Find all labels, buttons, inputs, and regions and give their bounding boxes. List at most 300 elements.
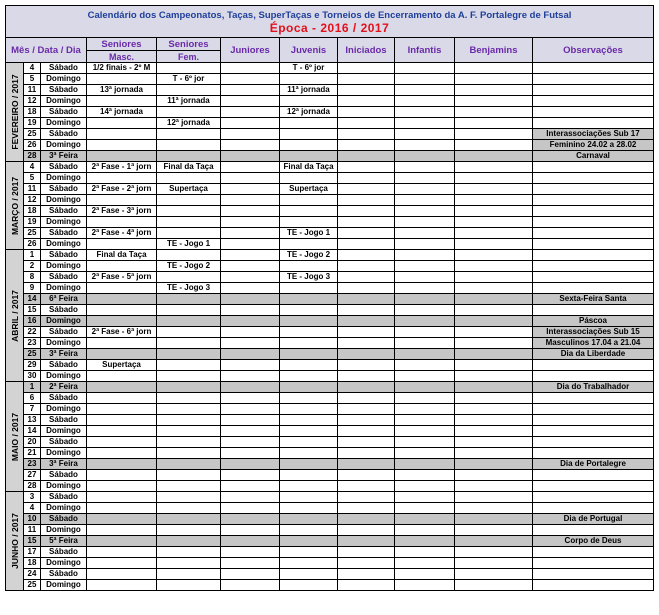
juvenis-cell	[280, 173, 338, 184]
iniciados-cell	[338, 63, 395, 74]
seniores-fem-cell	[157, 415, 221, 426]
seniores-fem-cell	[157, 382, 221, 393]
iniciados-cell	[338, 316, 395, 327]
juvenis-cell	[280, 558, 338, 569]
juniores-cell	[221, 217, 280, 228]
benjamins-cell	[455, 140, 533, 151]
table-row	[6, 239, 654, 250]
juniores-cell	[221, 239, 280, 250]
juvenis-cell	[280, 74, 338, 85]
iniciados-cell	[338, 426, 395, 437]
observacoes-cell	[533, 74, 654, 85]
seniores-masc-cell	[87, 294, 157, 305]
seniores-fem-cell	[157, 272, 221, 283]
day-name: Sábado	[41, 228, 87, 239]
juvenis-cell: TE - Jogo 1	[280, 228, 338, 239]
observacoes-cell	[533, 481, 654, 492]
benjamins-cell	[455, 492, 533, 503]
infantis-cell	[395, 514, 455, 525]
observacoes-cell: Feminino 24.02 a 28.02	[533, 140, 654, 151]
observacoes-cell	[533, 96, 654, 107]
benjamins-cell	[455, 547, 533, 558]
seniores-fem-cell	[157, 503, 221, 514]
benjamins-cell	[455, 261, 533, 272]
benjamins-cell	[455, 195, 533, 206]
juvenis-cell	[280, 129, 338, 140]
table-row	[6, 470, 654, 481]
table-row	[6, 382, 654, 393]
iniciados-cell	[338, 74, 395, 85]
juniores-cell	[221, 195, 280, 206]
juvenis-cell	[280, 283, 338, 294]
observacoes-header: Observações	[533, 38, 654, 63]
juvenis-cell	[280, 536, 338, 547]
observacoes-cell: Dia da Liberdade	[533, 349, 654, 360]
juniores-cell	[221, 294, 280, 305]
month-label	[6, 382, 24, 492]
juvenis-cell: TE - Jogo 2	[280, 250, 338, 261]
day-number: 18	[24, 558, 41, 569]
table-row	[6, 393, 654, 404]
juvenis-cell	[280, 503, 338, 514]
juniores-cell	[221, 327, 280, 338]
juniores-cell	[221, 569, 280, 580]
benjamins-cell	[455, 459, 533, 470]
iniciados-cell	[338, 569, 395, 580]
seniores-masc-cell	[87, 448, 157, 459]
observacoes-cell	[533, 217, 654, 228]
juniores-cell	[221, 448, 280, 459]
iniciados-cell	[338, 382, 395, 393]
day-number: 4	[24, 63, 41, 74]
observacoes-cell: Masculinos 17.04 a 21.04	[533, 338, 654, 349]
seniores-masc-cell	[87, 393, 157, 404]
juvenis-cell	[280, 415, 338, 426]
juvenis-cell	[280, 470, 338, 481]
table-row	[6, 558, 654, 569]
seniores-fem-cell	[157, 294, 221, 305]
observacoes-cell: Interassociações Sub 15	[533, 327, 654, 338]
day-name: Sábado	[41, 250, 87, 261]
observacoes-cell	[533, 558, 654, 569]
seniores-fem-cell	[157, 470, 221, 481]
day-number: 13	[24, 415, 41, 426]
benjamins-cell	[455, 63, 533, 74]
seniores-masc-cell	[87, 382, 157, 393]
observacoes-cell	[533, 107, 654, 118]
seniores-masc-cell	[87, 459, 157, 470]
observacoes-cell	[533, 426, 654, 437]
benjamins-cell	[455, 349, 533, 360]
day-name: 2ª Feira	[41, 382, 87, 393]
day-name: Domingo	[41, 404, 87, 415]
infantis-cell	[395, 437, 455, 448]
day-name: Sábado	[41, 415, 87, 426]
seniores-fem-cell	[157, 558, 221, 569]
infantis-cell	[395, 316, 455, 327]
seniores-fem-cell: TE - Jogo 3	[157, 283, 221, 294]
day-number: 5	[24, 173, 41, 184]
juniores-cell	[221, 63, 280, 74]
table-row	[6, 536, 654, 547]
infantis-cell	[395, 162, 455, 173]
seniores-masc-cell: 2ª Fase - 5ª jorn	[87, 272, 157, 283]
benjamins-cell	[455, 162, 533, 173]
observacoes-cell: Sexta-Feira Santa	[533, 294, 654, 305]
infantis-cell	[395, 261, 455, 272]
infantis-cell	[395, 228, 455, 239]
benjamins-cell	[455, 426, 533, 437]
seniores-masc-cell	[87, 503, 157, 514]
infantis-cell	[395, 536, 455, 547]
benjamins-cell	[455, 173, 533, 184]
infantis-cell	[395, 63, 455, 74]
infantis-cell	[395, 404, 455, 415]
seniores-masc-cell	[87, 426, 157, 437]
day-name: Domingo	[41, 239, 87, 250]
seniores-masc-subheader: Masc.	[87, 51, 157, 63]
table-row	[6, 162, 654, 173]
table-row	[6, 503, 654, 514]
benjamins-cell	[455, 393, 533, 404]
day-name: Sábado	[41, 107, 87, 118]
day-name: Domingo	[41, 118, 87, 129]
juniores-cell	[221, 151, 280, 162]
table-row	[6, 107, 654, 118]
seniores-masc-cell: 2ª Fase - 6ª jorn	[87, 327, 157, 338]
seniores-fem-cell	[157, 305, 221, 316]
benjamins-cell	[455, 481, 533, 492]
infantis-cell	[395, 140, 455, 151]
table-row	[6, 525, 654, 536]
infantis-cell	[395, 580, 455, 591]
juvenis-cell: Supertaça	[280, 184, 338, 195]
seniores-fem-cell	[157, 349, 221, 360]
day-number: 11	[24, 525, 41, 536]
iniciados-cell	[338, 349, 395, 360]
iniciados-cell	[338, 536, 395, 547]
seniores-masc-cell	[87, 580, 157, 591]
observacoes-cell	[533, 184, 654, 195]
observacoes-cell	[533, 448, 654, 459]
juniores-cell	[221, 360, 280, 371]
iniciados-cell	[338, 404, 395, 415]
juniores-cell	[221, 74, 280, 85]
seniores-masc-cell	[87, 371, 157, 382]
observacoes-cell	[533, 503, 654, 514]
day-number: 18	[24, 206, 41, 217]
day-name: Sábado	[41, 492, 87, 503]
infantis-cell	[395, 327, 455, 338]
juvenis-cell	[280, 481, 338, 492]
benjamins-cell	[455, 558, 533, 569]
juvenis-header: Juvenis	[280, 38, 338, 63]
day-number: 26	[24, 239, 41, 250]
iniciados-cell	[338, 206, 395, 217]
seniores-fem-cell	[157, 316, 221, 327]
day-name: Domingo	[41, 217, 87, 228]
day-number: 11	[24, 85, 41, 96]
day-number: 17	[24, 547, 41, 558]
juniores-header: Juniores	[221, 38, 280, 63]
seniores-masc-cell	[87, 261, 157, 272]
juvenis-cell	[280, 382, 338, 393]
infantis-cell	[395, 206, 455, 217]
iniciados-cell	[338, 173, 395, 184]
iniciados-cell	[338, 437, 395, 448]
benjamins-cell	[455, 272, 533, 283]
seniores-fem-cell	[157, 481, 221, 492]
table-row	[6, 547, 654, 558]
iniciados-cell	[338, 415, 395, 426]
seniores-masc-cell	[87, 316, 157, 327]
day-number: 22	[24, 327, 41, 338]
seniores-masc-cell: 2ª Fase - 1ª jorn	[87, 162, 157, 173]
iniciados-cell	[338, 85, 395, 96]
seniores-masc-cell	[87, 415, 157, 426]
day-name: Domingo	[41, 195, 87, 206]
benjamins-cell	[455, 217, 533, 228]
observacoes-cell: Carnaval	[533, 151, 654, 162]
day-number: 6	[24, 393, 41, 404]
day-name: Domingo	[41, 140, 87, 151]
table-row	[6, 228, 654, 239]
table-row	[6, 360, 654, 371]
infantis-cell	[395, 239, 455, 250]
observacoes-cell	[533, 404, 654, 415]
juniores-cell	[221, 107, 280, 118]
benjamins-cell	[455, 569, 533, 580]
juniores-cell	[221, 250, 280, 261]
seniores-fem-header: Seniores	[157, 38, 221, 51]
benjamins-cell	[455, 382, 533, 393]
infantis-cell	[395, 96, 455, 107]
benjamins-cell	[455, 283, 533, 294]
infantis-cell	[395, 151, 455, 162]
juniores-cell	[221, 580, 280, 591]
benjamins-cell	[455, 228, 533, 239]
observacoes-cell	[533, 470, 654, 481]
observacoes-cell	[533, 228, 654, 239]
infantis-cell	[395, 415, 455, 426]
table-row	[6, 250, 654, 261]
infantis-cell	[395, 492, 455, 503]
juvenis-cell	[280, 448, 338, 459]
table-row	[6, 437, 654, 448]
seniores-masc-cell	[87, 404, 157, 415]
benjamins-cell	[455, 294, 533, 305]
day-number: 15	[24, 305, 41, 316]
seniores-fem-cell: 11ª jornada	[157, 96, 221, 107]
day-number: 7	[24, 404, 41, 415]
day-number: 1	[24, 250, 41, 261]
seniores-fem-cell	[157, 547, 221, 558]
day-name: Domingo	[41, 338, 87, 349]
seniores-masc-cell	[87, 140, 157, 151]
day-number: 25	[24, 349, 41, 360]
table-row	[6, 481, 654, 492]
benjamins-cell	[455, 118, 533, 129]
infantis-cell	[395, 525, 455, 536]
juvenis-cell	[280, 338, 338, 349]
seniores-masc-header: Seniores	[87, 38, 157, 51]
table-row	[6, 118, 654, 129]
observacoes-cell	[533, 261, 654, 272]
iniciados-cell	[338, 118, 395, 129]
benjamins-cell	[455, 107, 533, 118]
day-number: 29	[24, 360, 41, 371]
day-number: 28	[24, 151, 41, 162]
table-row	[6, 195, 654, 206]
juvenis-cell	[280, 349, 338, 360]
iniciados-cell	[338, 481, 395, 492]
benjamins-cell	[455, 536, 533, 547]
day-number: 26	[24, 140, 41, 151]
table-row	[6, 569, 654, 580]
table-row	[6, 459, 654, 470]
day-number: 1	[24, 382, 41, 393]
iniciados-cell	[338, 239, 395, 250]
iniciados-cell	[338, 492, 395, 503]
infantis-cell	[395, 85, 455, 96]
infantis-cell	[395, 195, 455, 206]
observacoes-cell	[533, 393, 654, 404]
infantis-cell	[395, 129, 455, 140]
observacoes-cell: Corpo de Deus	[533, 536, 654, 547]
juvenis-cell: T - 6º jor	[280, 63, 338, 74]
calendar-table	[5, 5, 654, 591]
day-number: 14	[24, 426, 41, 437]
juniores-cell	[221, 228, 280, 239]
day-name: Domingo	[41, 371, 87, 382]
juniores-cell	[221, 85, 280, 96]
juniores-cell	[221, 459, 280, 470]
seniores-fem-cell	[157, 107, 221, 118]
iniciados-cell	[338, 184, 395, 195]
benjamins-cell	[455, 239, 533, 250]
juniores-cell	[221, 382, 280, 393]
iniciados-cell	[338, 250, 395, 261]
seniores-masc-cell	[87, 151, 157, 162]
iniciados-cell	[338, 580, 395, 591]
day-number: 20	[24, 437, 41, 448]
table-row	[6, 206, 654, 217]
juniores-cell	[221, 261, 280, 272]
day-name: Domingo	[41, 448, 87, 459]
seniores-masc-cell	[87, 536, 157, 547]
seniores-masc-cell: 1/2 finais - 2º M	[87, 63, 157, 74]
juvenis-cell: TE - Jogo 3	[280, 272, 338, 283]
seniores-fem-cell	[157, 129, 221, 140]
day-number: 18	[24, 107, 41, 118]
benjamins-cell	[455, 448, 533, 459]
iniciados-cell	[338, 283, 395, 294]
season-title: Época - 2016 / 2017	[269, 20, 390, 35]
observacoes-cell: Dia do Trabalhador	[533, 382, 654, 393]
juniores-cell	[221, 426, 280, 437]
iniciados-cell	[338, 459, 395, 470]
day-number: 4	[24, 162, 41, 173]
seniores-fem-cell	[157, 228, 221, 239]
table-row	[6, 217, 654, 228]
seniores-fem-cell: T - 6º jor	[157, 74, 221, 85]
observacoes-cell	[533, 206, 654, 217]
infantis-cell	[395, 360, 455, 371]
juvenis-cell: 11ª jornada	[280, 85, 338, 96]
date-column-header: Mês / Data / Dia	[6, 38, 87, 63]
juvenis-cell	[280, 569, 338, 580]
seniores-fem-cell	[157, 437, 221, 448]
seniores-fem-cell	[157, 250, 221, 261]
seniores-fem-cell: 12ª jornada	[157, 118, 221, 129]
seniores-masc-cell: 2ª Fase - 3ª jorn	[87, 206, 157, 217]
juvenis-cell	[280, 195, 338, 206]
day-number: 10	[24, 514, 41, 525]
infantis-cell	[395, 459, 455, 470]
juniores-cell	[221, 503, 280, 514]
juniores-cell	[221, 393, 280, 404]
day-number: 3	[24, 492, 41, 503]
day-name: 3ª Feira	[41, 349, 87, 360]
table-row	[6, 63, 654, 74]
day-name: 5ª Feira	[41, 536, 87, 547]
table-row	[6, 580, 654, 591]
seniores-masc-cell	[87, 118, 157, 129]
seniores-fem-cell	[157, 536, 221, 547]
observacoes-cell	[533, 415, 654, 426]
day-name: Sábado	[41, 360, 87, 371]
day-name: Domingo	[41, 481, 87, 492]
day-name: Sábado	[41, 85, 87, 96]
juniores-cell	[221, 96, 280, 107]
juvenis-cell	[280, 217, 338, 228]
month-label-text: MAIO / 2017	[9, 412, 20, 461]
iniciados-cell	[338, 448, 395, 459]
seniores-fem-cell	[157, 195, 221, 206]
seniores-masc-cell	[87, 525, 157, 536]
observacoes-cell	[533, 195, 654, 206]
seniores-masc-cell	[87, 547, 157, 558]
seniores-fem-cell	[157, 327, 221, 338]
juniores-cell	[221, 283, 280, 294]
month-label	[6, 162, 24, 250]
seniores-masc-cell	[87, 338, 157, 349]
month-label	[6, 492, 24, 591]
day-number: 11	[24, 184, 41, 195]
seniores-fem-cell	[157, 569, 221, 580]
juvenis-cell	[280, 239, 338, 250]
month-label	[6, 250, 24, 382]
day-name: 3ª Feira	[41, 459, 87, 470]
juvenis-cell	[280, 437, 338, 448]
observacoes-cell	[533, 371, 654, 382]
infantis-cell	[395, 448, 455, 459]
iniciados-cell	[338, 360, 395, 371]
seniores-masc-cell	[87, 129, 157, 140]
seniores-masc-cell	[87, 481, 157, 492]
infantis-cell	[395, 382, 455, 393]
iniciados-cell	[338, 272, 395, 283]
day-number: 5	[24, 74, 41, 85]
iniciados-cell	[338, 393, 395, 404]
seniores-masc-cell	[87, 96, 157, 107]
infantis-cell	[395, 107, 455, 118]
day-name: Domingo	[41, 173, 87, 184]
day-number: 24	[24, 569, 41, 580]
day-name: Sábado	[41, 63, 87, 74]
infantis-cell	[395, 569, 455, 580]
observacoes-cell: Dia de Portalegre	[533, 459, 654, 470]
